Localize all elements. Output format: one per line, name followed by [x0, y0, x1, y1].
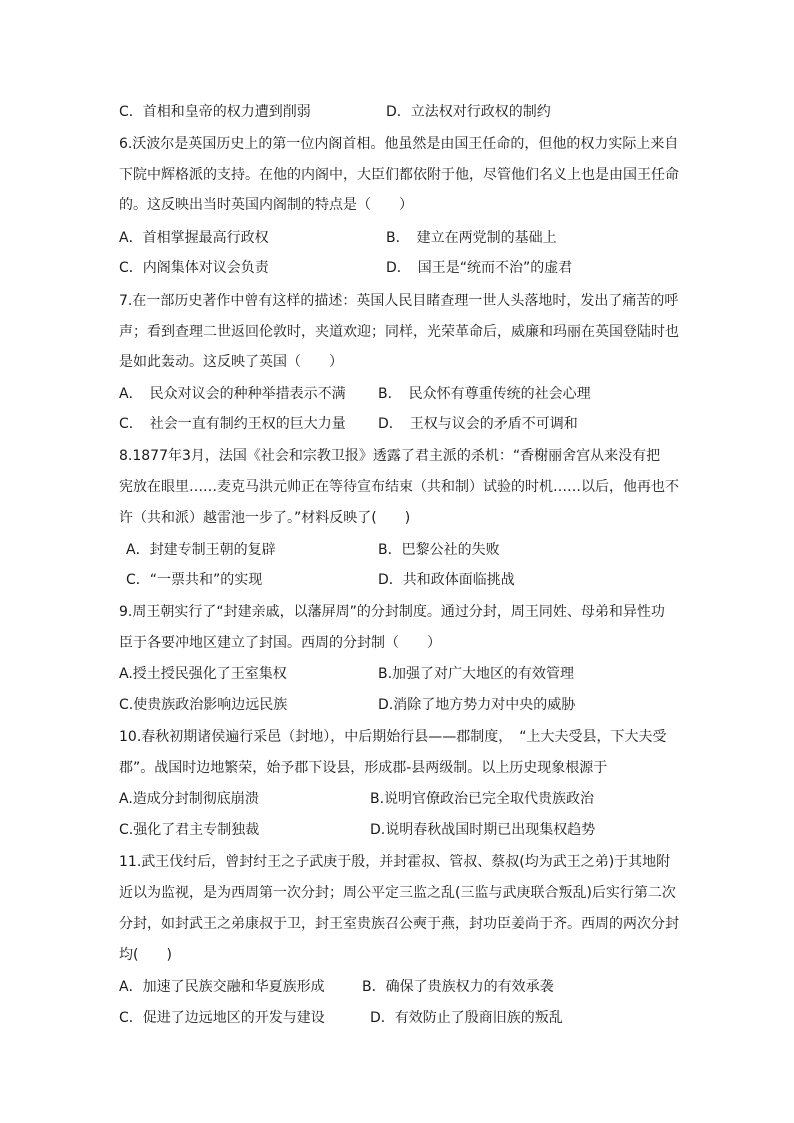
q8-option-d: D．共和政体面临挑战: [378, 572, 515, 588]
q11-option-d: D．有效防止了殷商旧族的叛乱: [370, 1010, 563, 1026]
q6-stem-line-2: 下院中辉格派的支持。在他的内阁中，大臣们都依附于他，尽管他们名义上也是由国王任命: [119, 167, 679, 183]
q8-stem-line-2: 宪放在眼里……麦克马洪元帅正在等待宣布结束（共和制）试验的时机……以后，他再也不: [119, 479, 679, 495]
q11-stem-line-2: 近以为监视，是为西周第一次分封；周公平定三监之乱(三监与武庚联合叛乱)后实行第二次: [119, 885, 676, 901]
q8-stem-line-1: 8.1877年3月，法国《社会和宗教卫报》透露了君主派的杀机：“香榭丽舍宫从来没有把: [119, 448, 661, 464]
q8-option-c: C．“一票共和”的实现: [126, 572, 263, 588]
q10-option-a: A.造成分封制彻底崩溃: [119, 791, 259, 807]
q9-stem-line-2: 臣于各要冲地区建立了封国。西周的分封制（ ）: [119, 635, 441, 651]
q6-option-c: C．内阁集体对议会负责: [119, 260, 269, 276]
q7-stem-line-1: 7.在一部历史著作中曾有这样的描述：英国人民目睹查理一世人头落地时，发出了痛苦的呼: [119, 293, 679, 309]
q7-option-b: B． 民众怀有尊重传统的社会心理: [378, 386, 591, 402]
q8-option-b: B．巴黎公社的失败: [378, 542, 500, 558]
q10-option-d: D.说明春秋战国时期已出现集权趋势: [370, 822, 596, 838]
q7-option-c: C． 社会一直有制约王权的巨大力量: [119, 416, 346, 432]
q6-option-b: B． 建立在两党制的基础上: [386, 230, 557, 246]
q11-option-c: C．促进了边远地区的开发与建设: [119, 1010, 325, 1026]
q9-option-b: B.加强了对广大地区的有效管理: [378, 666, 575, 682]
q10-option-b: B.说明官僚政治已完全取代贵族政治: [370, 791, 595, 807]
q7-stem-line-2: 声；看到查理二世返回伦敦时，夹道欢迎；同样，光荣革命后，威廉和玛丽在英国登陆时也: [119, 324, 679, 340]
q6-stem-line-3: 的。这反映出当时英国内阁制的特点是（ ）: [119, 197, 413, 213]
q10-stem-line-2: 郡”。战国时边地繁荣，始予郡下设县，形成郡-县两级制。以上历史现象根源于: [119, 760, 608, 776]
q9-option-a: A.授土授民强化了王室集权: [119, 666, 287, 682]
q9-option-d: D.消除了地方势力对中央的威胁: [378, 697, 576, 713]
q9-option-c: C.使贵族政治影响边远民族: [119, 697, 288, 713]
q10-option-c: C.强化了君主专制独裁: [119, 822, 260, 838]
q6-stem-line-1: 6.沃波尔是英国历史上的第一位内阁首相。他虽然是由国王任命的，但他的权力实际上来自: [119, 136, 679, 152]
q5-option-d: D．立法权对行政权的制约: [386, 104, 551, 120]
q11-stem-line-3: 分封，如封武王之弟康叔于卫，封王室贵族召公奭于燕，封功臣姜尚于齐。西周的两次分封: [119, 916, 679, 932]
q8-option-a: A．封建专制王朝的复辟: [126, 542, 276, 558]
q5-option-c: C．首相和皇帝的权力遭到削弱: [119, 104, 311, 120]
q8-stem-line-3: 许（共和派）越雷池一步了。”材料反映了( ): [119, 510, 411, 526]
q7-option-d: D． 王权与议会的矛盾不可调和: [378, 416, 578, 432]
q11-option-b: B．确保了贵族权力的有效承袭: [362, 979, 554, 995]
q6-option-d: D． 国王是“统而不治”的虚君: [386, 260, 573, 276]
q7-stem-line-3: 是如此轰动。这反映了英国（ ）: [119, 354, 343, 370]
q11-stem-line-1: 11.武王伐纣后，曾封纣王之子武庚于殷，并封霍叔、管叔、蔡叔(均为武王之弟)于其地附: [119, 854, 671, 870]
q11-option-a: A．加速了民族交融和华夏族形成: [119, 979, 325, 995]
q10-stem-line-1: 10.春秋初期诸侯遍行采邑（封地），中后期始行县——郡制度， “上大夫受县，下大夫受: [119, 729, 667, 745]
q11-stem-line-4: 均( ): [119, 947, 172, 963]
q6-option-a: A．首相掌握最高行政权: [119, 230, 269, 246]
q7-option-a: A． 民众对议会的种种举措表示不满: [119, 386, 346, 402]
q9-stem-line-1: 9.周王朝实行了“封建亲戚，以藩屏周”的分封制度。通过分封，周王同姓、母弟和异性功: [119, 604, 665, 620]
